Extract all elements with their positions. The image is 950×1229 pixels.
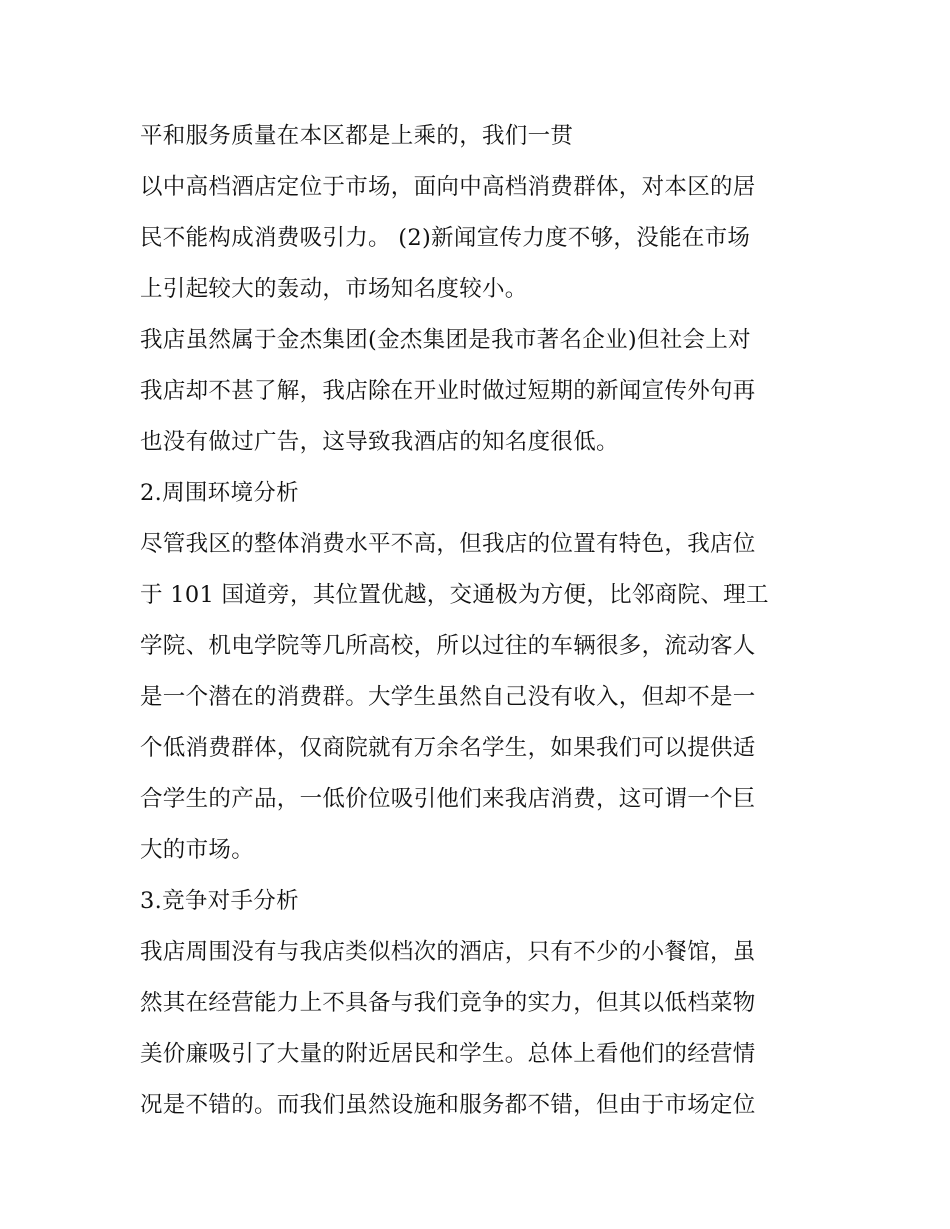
paragraph-line: 尽管我区的整体消费水平不高，但我店的位置有特色，我店位: [140, 531, 756, 557]
section-heading: 3.竞争对手分析: [140, 888, 299, 914]
paragraph-line: 然其在经营能力上不具备与我们竞争的实力，但其以低档菜物: [140, 990, 756, 1016]
paragraph-line: 大的市场。: [140, 837, 255, 863]
paragraph-line: 民不能构成消费吸引力。 (2)新闻宣传力度不够，没能在市场: [140, 225, 751, 251]
section-heading: 2.周围环境分析: [140, 480, 299, 506]
document-body: [140, 111, 840, 1131]
paragraph-line: 我店周围没有与我店类似档次的酒店，只有不少的小餐馆，虽: [140, 939, 756, 965]
paragraph-line: 我店虽然属于金杰集团(金杰集团是我市著名企业)但社会上对: [140, 327, 751, 353]
paragraph-line: 上引起较大的轰动，市场知名度较小。: [140, 276, 528, 302]
paragraph-line: 学院、机电学院等几所高校，所以过往的车辆很多，流动客人: [140, 633, 756, 659]
paragraph-line: 美价廉吸引了大量的附近居民和学生。总体上看他们的经营情: [140, 1041, 756, 1067]
paragraph-line: 是一个潜在的消费群。大学生虽然自己没有收入，但却不是一: [140, 684, 756, 710]
paragraph-line: 合学生的产品，一低价位吸引他们来我店消费，这可谓一个巨: [140, 786, 756, 812]
paragraph-line: 个低消费群体，仅商院就有万余名学生，如果我们可以提供适: [140, 735, 756, 761]
paragraph-line: 平和服务质量在本区都是上乘的，我们一贯: [140, 123, 574, 149]
paragraph-line: 也没有做过广告，这导致我酒店的知名度很低。: [140, 429, 619, 455]
paragraph-line: 况是不错的。而我们虽然设施和服务都不错，但由于市场定位: [140, 1092, 756, 1118]
paragraph-line: 我店却不甚了解，我店除在开业时做过短期的新闻宣传外句再: [140, 378, 756, 404]
paragraph-line: 以中高档酒店定位于市场，面向中高档消费群体，对本区的居: [140, 174, 756, 200]
paragraph-line: 于 101 国道旁，其位置优越，交通极为方便，比邻商院、理工: [140, 582, 769, 608]
